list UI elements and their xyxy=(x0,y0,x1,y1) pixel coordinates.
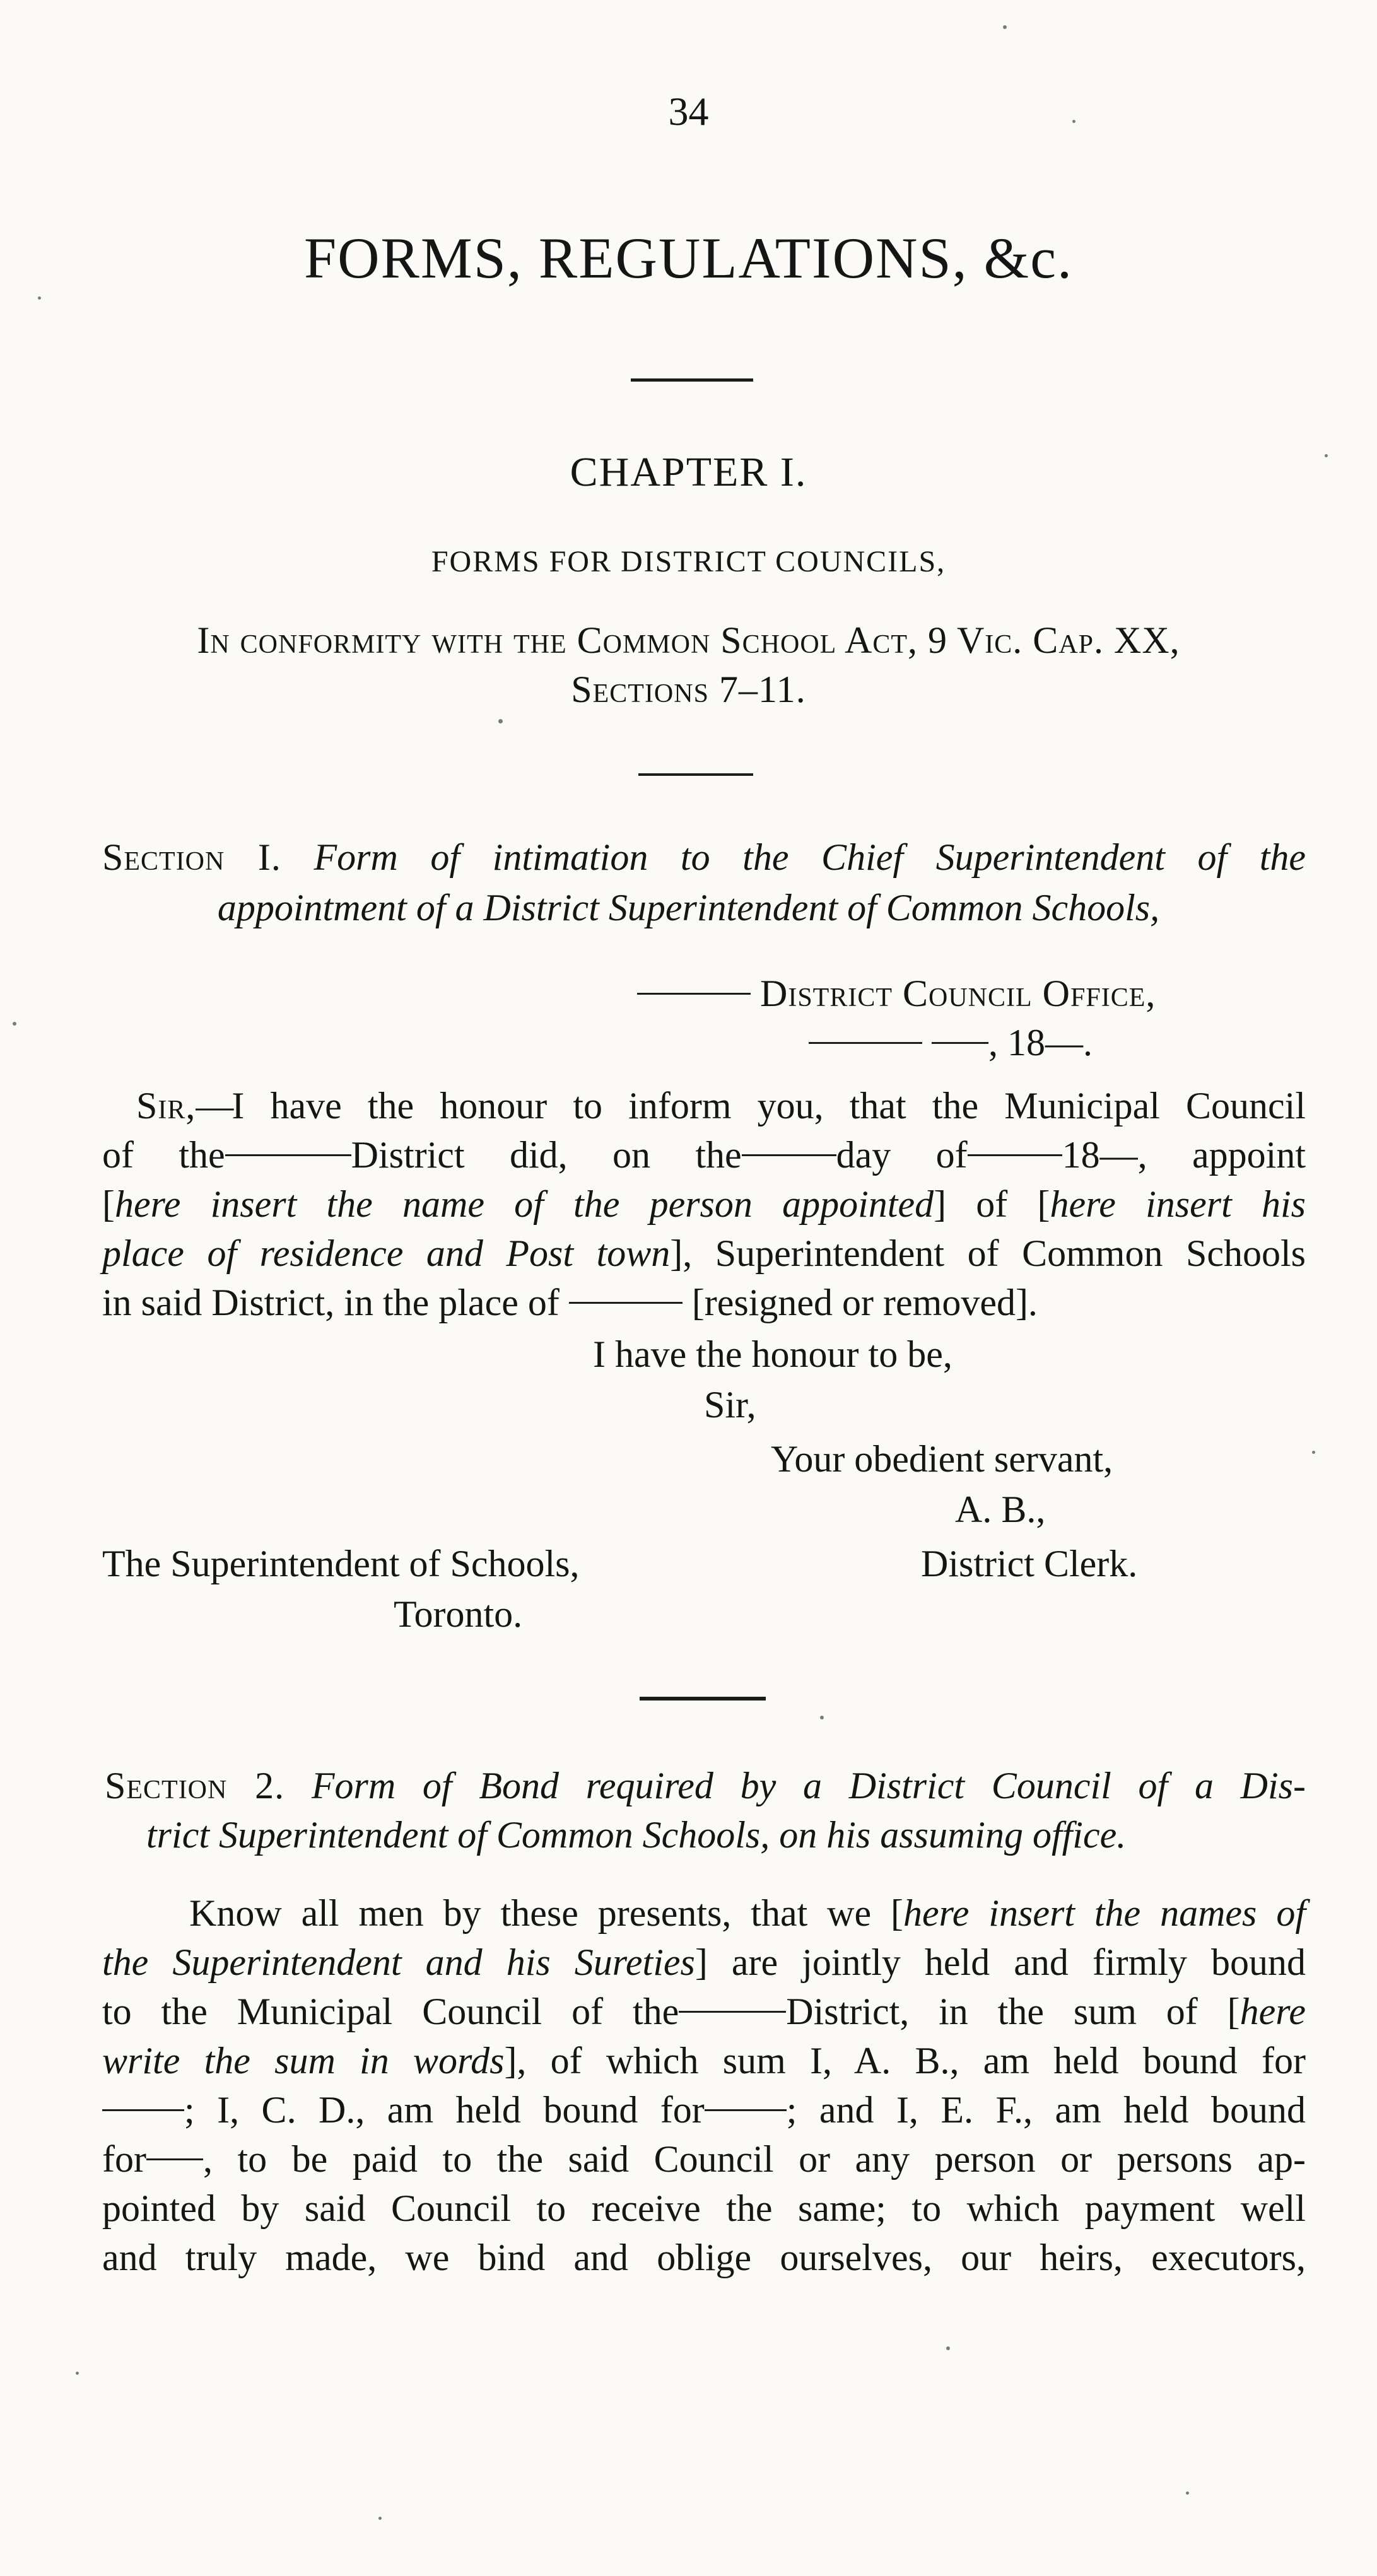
letter-line-2: of the District did, on the day of 18—, appoint xyxy=(102,1134,1306,1176)
bond-line-2: the Superintendent and his Sureties] are jointly held and firmly bound xyxy=(102,1941,1306,1983)
addressee-city: Toronto. xyxy=(394,1593,523,1635)
scan-speck xyxy=(378,2517,382,2520)
section2-heading-text: Form of Bond required by a District Council of a Dis- xyxy=(311,1765,1306,1806)
scan-speck xyxy=(1325,454,1328,457)
scan-speck xyxy=(498,719,503,723)
section2-heading xyxy=(105,1762,1306,1809)
blank-line xyxy=(932,1042,988,1044)
blank-line xyxy=(968,1154,1062,1156)
council-office-line xyxy=(637,970,1156,1017)
blank-line xyxy=(679,2011,786,2013)
signature: A. B., xyxy=(955,1489,1046,1530)
bond-line-7: pointed by said Council to receive the same; to which payment well xyxy=(102,2187,1306,2229)
page-number: 34 xyxy=(668,89,709,134)
section1-label: Section I. xyxy=(102,836,281,878)
letter-line-4: place of residence and Post town], Superintendent of Common Schools xyxy=(102,1232,1306,1274)
scan-speck xyxy=(1312,1451,1315,1454)
scan-speck xyxy=(38,296,41,300)
bond-line-1: Know all men by these presents, that we [here insert the names of xyxy=(189,1892,1306,1934)
closing-servant: Your obedient servant, xyxy=(771,1438,1113,1480)
blank-line xyxy=(637,993,751,995)
scan-speck xyxy=(820,1716,824,1719)
bond-line-6: for , to be paid to the said Council or any person or persons ap- xyxy=(102,2138,1306,2180)
blank-line xyxy=(102,2109,184,2111)
bond-line-4: write the sum in words], of which sum I, A. B., am held bound for xyxy=(102,2040,1306,2081)
blank-line xyxy=(225,1154,351,1156)
chapter-subtitle: FORMS FOR DISTRICT COUNCILS, xyxy=(431,545,946,578)
section1-heading-text: Form of intimation to the Chief Superintendent of the xyxy=(313,836,1306,878)
bond-line-3: to the Municipal Council of the District, in the sum of [here xyxy=(102,1991,1306,2032)
chapter-title: CHAPTER I. xyxy=(570,449,807,495)
bond-line-8: and truly made, we bind and oblige ourselves, our heirs, executors, xyxy=(102,2237,1306,2278)
conformity-sections: Sections 7–11. xyxy=(571,669,806,710)
section2-heading-cont: trict Superintendent of Common Schools, on his assuming office. xyxy=(146,1814,1127,1856)
scan-speck xyxy=(1186,2491,1189,2495)
scan-speck xyxy=(1072,120,1075,123)
closing-honour: I have the honour to be, xyxy=(593,1333,952,1375)
letter-line-3: [here insert the name of the person appointed] of [here insert his xyxy=(102,1183,1306,1225)
blank-line xyxy=(742,1154,836,1156)
blank-line xyxy=(705,2109,787,2111)
signer-title: District Clerk. xyxy=(921,1543,1138,1584)
conformity-line: In conformity with the Common School Act, 9 Vic. Cap. XX, xyxy=(197,619,1180,661)
scan-speck xyxy=(1003,25,1007,29)
page-title: FORMS, REGULATIONS, &c. xyxy=(303,226,1074,290)
letter-line-1: Sir,—I have the honour to inform you, that the Municipal Council xyxy=(136,1085,1306,1127)
bond-line-5: ; I, C. D., am held bound for ; and I, E. F., am held bound xyxy=(102,2087,1306,2133)
section1-heading xyxy=(102,834,1306,881)
chapter-rule xyxy=(638,773,753,776)
date-line xyxy=(809,1019,1093,1066)
blank-line xyxy=(146,2158,203,2160)
section2-label: Section 2. xyxy=(105,1765,285,1806)
blank-line xyxy=(809,1042,922,1044)
scan-speck xyxy=(13,1022,16,1026)
date-text: , 18—. xyxy=(988,1022,1093,1063)
council-office: District Council Office, xyxy=(760,973,1156,1014)
scan-speck xyxy=(946,2346,950,2350)
closing-sir: Sir, xyxy=(704,1384,756,1426)
scan-speck xyxy=(76,2372,79,2375)
section1-heading-cont: appointment of a District Superintendent of Common Schools, xyxy=(217,887,1160,928)
addressee: The Superintendent of Schools, xyxy=(102,1543,580,1584)
letter-line-5: in said District, in the place of [resigned or removed]. xyxy=(102,1282,1038,1323)
title-rule xyxy=(631,378,753,382)
blank-line xyxy=(569,1302,683,1304)
section-rule xyxy=(640,1697,766,1701)
